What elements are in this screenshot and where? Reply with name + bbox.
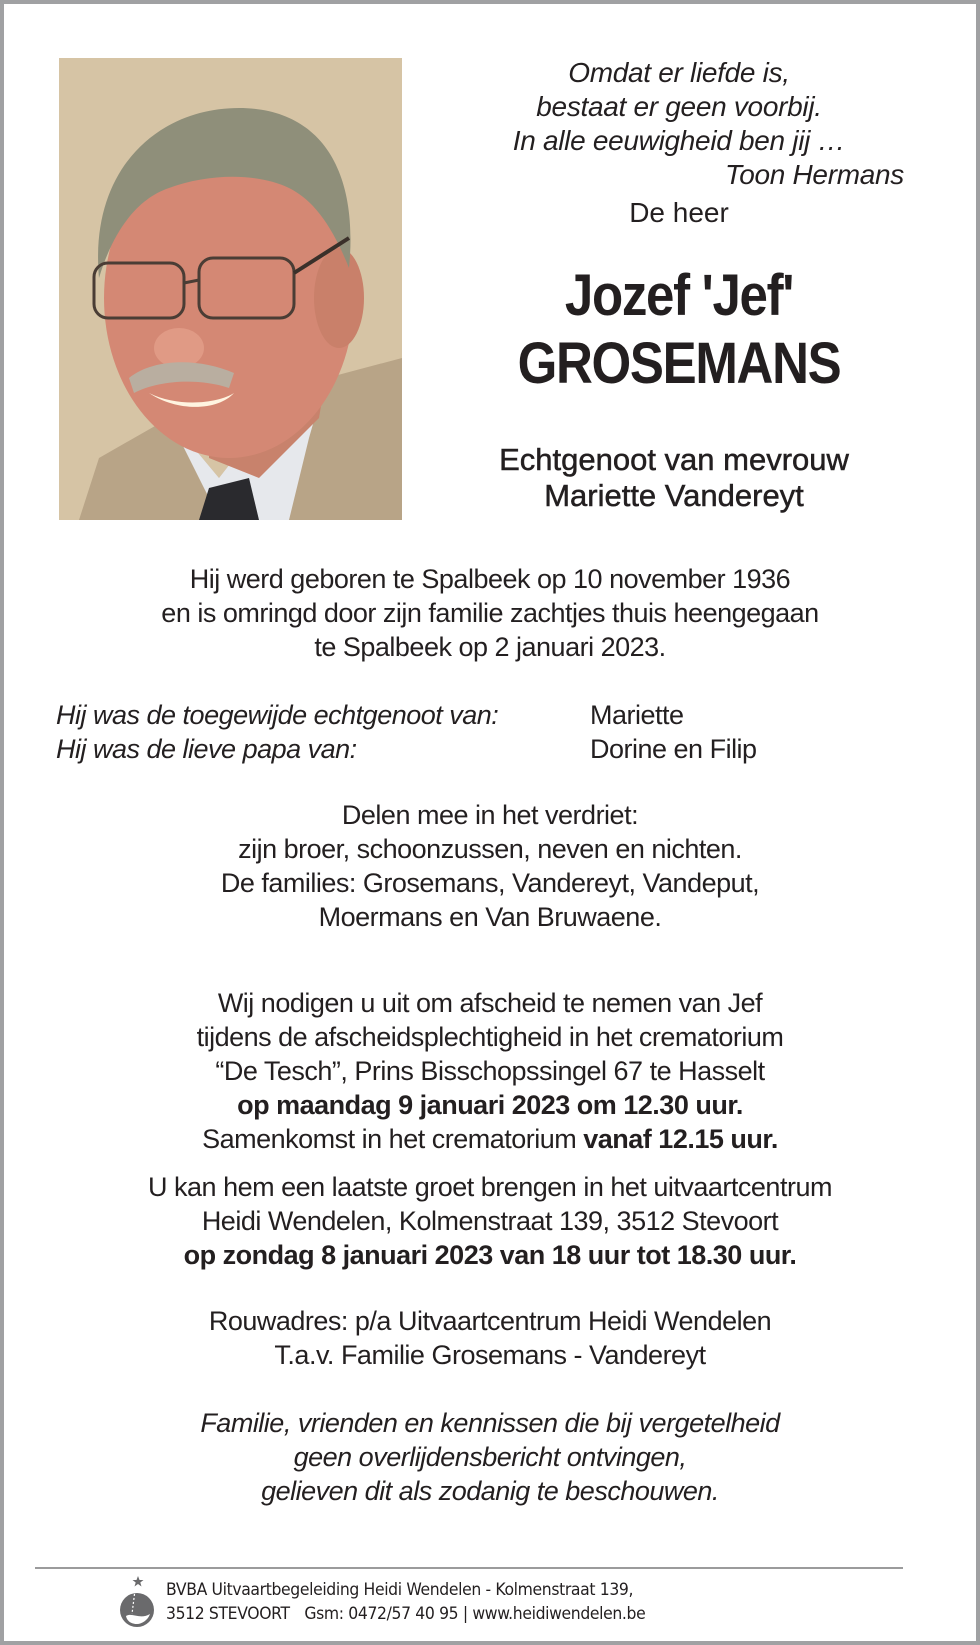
sharing-grief-paragraph xyxy=(44,798,936,934)
text-line: te Spalbeek op 2 januari 2023. xyxy=(314,632,666,662)
text-line: T.a.v. Familie Grosemans - Vandereyt xyxy=(274,1340,706,1370)
ceremony-invitation xyxy=(44,986,936,1156)
relation-value: Mariette xyxy=(590,700,684,730)
visitation-datetime: op zondag 8 januari 2023 van 18 uur tot 18.30 uur. xyxy=(183,1240,797,1270)
obituary-page xyxy=(4,4,976,1641)
poem-quote xyxy=(444,56,914,192)
text-line: Wij nodigen u uit om afscheid te nemen van Jef xyxy=(217,988,763,1018)
gathering-time: vanaf 12.15 uur. xyxy=(583,1124,778,1154)
text-line: Rouwadres: p/a Uitvaartcentrum Heidi Wendelen xyxy=(208,1306,772,1336)
visitation-paragraph xyxy=(44,1170,936,1272)
salutation: De heer xyxy=(629,197,729,228)
funeral-home-city: 3512 STEVOORT xyxy=(166,1604,290,1624)
relation-label: Hij was de toegewijde echtgenoot van: xyxy=(56,700,499,730)
text-line: zijn broer, schoonzussen, neven en nichten. xyxy=(238,834,742,864)
spouse-info xyxy=(424,442,924,514)
quote-line: bestaat er geen voorbij. xyxy=(536,91,822,122)
footer-divider xyxy=(35,1567,903,1569)
gathering-text: Samenkomst in het crematorium xyxy=(202,1124,577,1154)
relation-value: Dorine en Filip xyxy=(590,734,757,764)
text-line: Delen mee in het verdriet: xyxy=(341,800,639,830)
funeral-home-contact-line xyxy=(166,1602,645,1626)
deceased-last-name: GROSEMANS xyxy=(517,331,841,396)
text-line: U kan hem een laatste groet brengen in het uitvaartcentrum xyxy=(148,1172,832,1202)
ceremony-datetime: op maandag 9 januari 2023 om 12.30 uur. xyxy=(237,1090,743,1120)
mourning-address xyxy=(44,1304,936,1372)
text-line: Moermans en Van Bruwaene. xyxy=(318,902,662,932)
funeral-home-logo-icon xyxy=(118,1574,156,1630)
text-line: Hij werd geboren te Spalbeek op 10 november 1936 xyxy=(189,564,791,594)
funeral-home-contact xyxy=(166,1578,645,1626)
text-line: De families: Grosemans, Vandereyt, Vandeput, xyxy=(220,868,760,898)
funeral-home-footer xyxy=(118,1572,918,1632)
funeral-home-name-address: BVBA Uitvaartbegeleiding Heidi Wendelen - Kolmenstraat 139, xyxy=(166,1580,634,1600)
spouse-name: Mariette Vandereyt xyxy=(544,478,804,513)
portrait-image-icon xyxy=(59,58,402,520)
closing-note xyxy=(44,1406,936,1508)
birth-death-paragraph xyxy=(44,562,936,664)
text-line: geen overlijdensbericht ontvingen, xyxy=(293,1442,687,1472)
relation-row xyxy=(56,732,916,766)
quote-author: Toon Hermans xyxy=(724,159,904,190)
spouse-line: Echtgenoot van mevrouw xyxy=(499,442,849,477)
quote-line: Omdat er liefde is, xyxy=(568,57,790,88)
deceased-first-name: Jozef 'Jef' xyxy=(564,263,794,328)
text-line: tijdens de afscheidsplechtigheid in het crematorium xyxy=(196,1022,784,1052)
text-line: en is omringd door zijn familie zachtjes thuis heengegaan xyxy=(161,598,819,628)
relations-list xyxy=(56,698,916,766)
portrait-photo xyxy=(59,58,402,520)
text-line xyxy=(44,1122,936,1156)
quote-line: In alle eeuwigheid ben jij … xyxy=(512,125,846,156)
text-line: Heidi Wendelen, Kolmenstraat 139, 3512 Stevoort xyxy=(201,1206,779,1236)
relation-label: Hij was de lieve papa van: xyxy=(56,734,357,764)
relation-row xyxy=(56,698,916,732)
text-line: gelieven dit als zodanig te beschouwen. xyxy=(261,1476,719,1506)
funeral-home-phone-website: Gsm: 0472/57 40 95 | www.heidiwendelen.be xyxy=(304,1604,646,1624)
text-line: Familie, vrienden en kennissen die bij vergetelheid xyxy=(200,1408,780,1438)
deceased-name xyxy=(472,262,886,398)
text-line: “De Tesch”, Prins Bisschopssingel 67 te Hasselt xyxy=(215,1056,765,1086)
